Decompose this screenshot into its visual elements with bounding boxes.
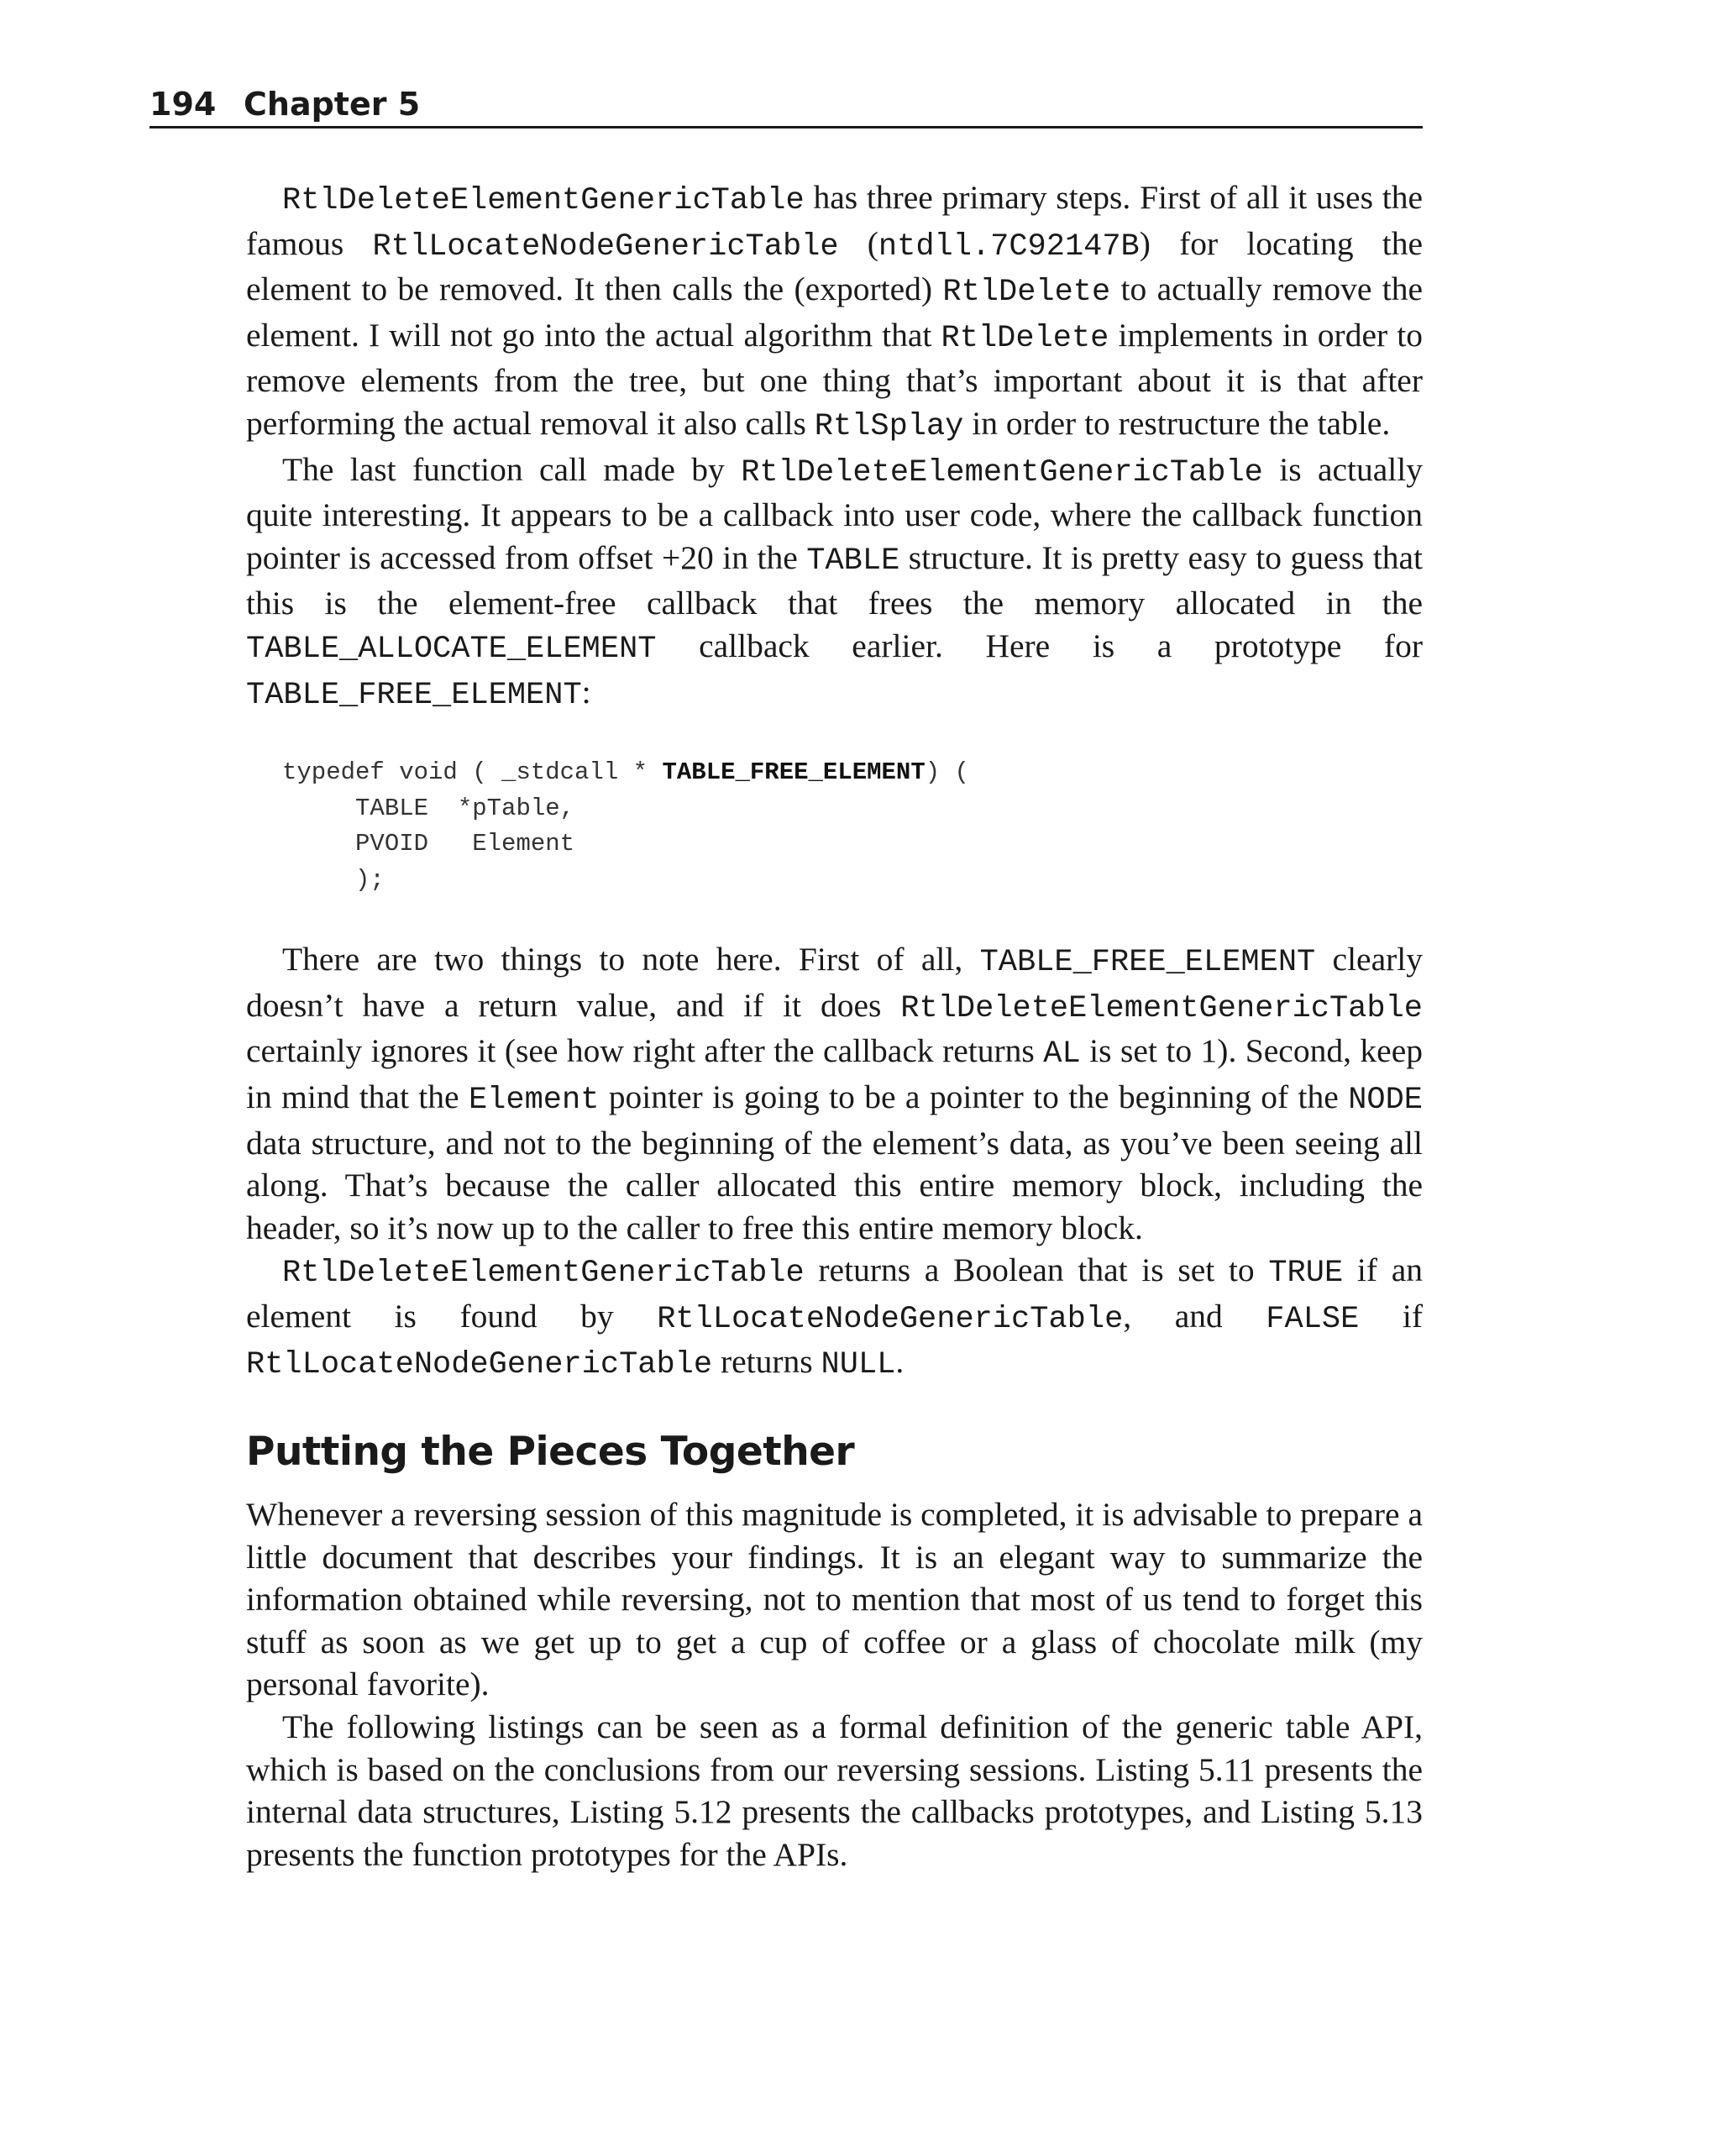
text-run: in order to restructure the table. (963, 404, 1391, 442)
inline-code: NULL (821, 1347, 896, 1383)
page-number: 194 (149, 86, 217, 123)
inline-code: TABLE (806, 543, 900, 579)
inline-code: RtlDeleteElementGenericTable (741, 454, 1263, 490)
code-token: ) ( (925, 758, 969, 787)
text-run: ( (838, 224, 878, 262)
text-run: to actually remove the element. I will not go into the actual algorithm that (246, 270, 1423, 354)
text-run: callback earlier. Here is a prototype for (656, 627, 1423, 664)
text-run: returns (712, 1343, 821, 1381)
paragraph-last-call (246, 449, 1423, 717)
text-run: data structure, and not to the beginning of the element’s data, as you’ve been seeing all along. That’s because the caller allocated this entire memory block, including the header, so it’s now up to the caller to free this entire memory block. (246, 1124, 1423, 1246)
code-listing-typedef (282, 755, 1423, 898)
text-run: There are two things to note here. First of all, (282, 941, 980, 978)
code-line (282, 758, 969, 786)
text-run: pointer is going to be a pointer to the beginning of the (599, 1078, 1349, 1115)
paragraph-return-value (246, 1249, 1423, 1387)
code-token: typedef void ( _stdcall * (282, 758, 663, 787)
inline-code: TABLE_FREE_ELEMENT (979, 945, 1316, 981)
paragraph-two-things (246, 938, 1423, 1249)
inline-code: TABLE_ALLOCATE_ELEMENT (246, 631, 657, 667)
inline-code: FALSE (1266, 1301, 1360, 1337)
code-line: ); (282, 865, 385, 894)
inline-code: RtlDeleteElementGenericTable (900, 990, 1423, 1026)
text-run: structure. It is pretty easy to guess that this is the element-free callback that frees the memory allocated in the (246, 538, 1423, 622)
text-run: implements in order to remove elements from the tree, but one thing that’s important about it is that after performing the actual removal it also calls (246, 316, 1423, 442)
text-run: . (895, 1343, 905, 1381)
text-run: , and (1123, 1297, 1266, 1335)
text-run: if an element is found by (246, 1251, 1423, 1335)
inline-code: RtlDeleteElementGenericTable (282, 183, 805, 218)
chapter-label: Chapter 5 (244, 86, 421, 123)
text-run: ) for locating the element to be removed. It then calls the (exported) (246, 224, 1423, 308)
inline-code: RtlSplay (814, 408, 964, 444)
paragraph-delete-steps (246, 176, 1423, 449)
inline-code: NODE (1348, 1082, 1424, 1118)
text-run: has three primary steps. First of all it uses the famous (246, 179, 1423, 262)
inline-code: TRUE (1268, 1256, 1344, 1292)
inline-code: ntdll.7C92147B (878, 228, 1140, 265)
text-run: : (581, 673, 591, 711)
running-header (149, 82, 1423, 129)
text-run: is set to 1). Second, keep in mind that the (246, 1032, 1423, 1115)
text-run: certainly ignores it (see how right after the callback returns (246, 1032, 1044, 1070)
inline-code: RtlLocateNodeGenericTable (372, 228, 839, 265)
inline-code: RtlLocateNodeGenericTable (657, 1301, 1124, 1337)
text-run: The last function call made by (282, 450, 742, 488)
inline-code: Element (468, 1082, 600, 1118)
inline-code: AL (1043, 1036, 1081, 1073)
inline-code: RtlDeleteElementGenericTable (282, 1256, 805, 1292)
paragraph-listings: The following listings can be seen as a formal definition of the generic table API, which is based on the conclusions from our reversing sessions. Listing 5.11 presents the internal data structures, Listing 5.12 presents the callbacks prototypes, and Listing 5.13 presents the function prototypes for the APIs. (246, 1708, 1423, 1873)
inline-code: TABLE_FREE_ELEMENT (246, 677, 582, 713)
section-heading: Putting the Pieces Together (246, 1429, 855, 1476)
paragraph-summary: Whenever a reversing session of this magnitude is completed, it is advisable to prepare a little document that describes your findings. It is an elegant way to summarize the information obtained while reversing, not to mention that most of us tend to forget this stuff as soon as we get up to get a cup of coffee or a glass of chocolate milk (my personal favorite). (246, 1496, 1423, 1703)
code-line: TABLE *pTable, (282, 794, 575, 822)
code-line: PVOID Element (282, 830, 575, 858)
page-body (246, 176, 1423, 1875)
inline-code: RtlDelete (942, 275, 1111, 311)
inline-code: RtlDelete (941, 320, 1109, 356)
text-run: if (1359, 1297, 1423, 1335)
inline-code: RtlLocateNodeGenericTable (246, 1347, 713, 1383)
code-token-bold: TABLE_FREE_ELEMENT (662, 758, 926, 787)
text-run: returns a Boolean that is set to (804, 1251, 1269, 1289)
text-run: clearly doesn’t have a return value, and if it does (246, 941, 1423, 1024)
text-run: is actually quite interesting. It appears to be a callback into user code, where the callback function pointer is accessed from offset +20 in the (246, 450, 1423, 576)
